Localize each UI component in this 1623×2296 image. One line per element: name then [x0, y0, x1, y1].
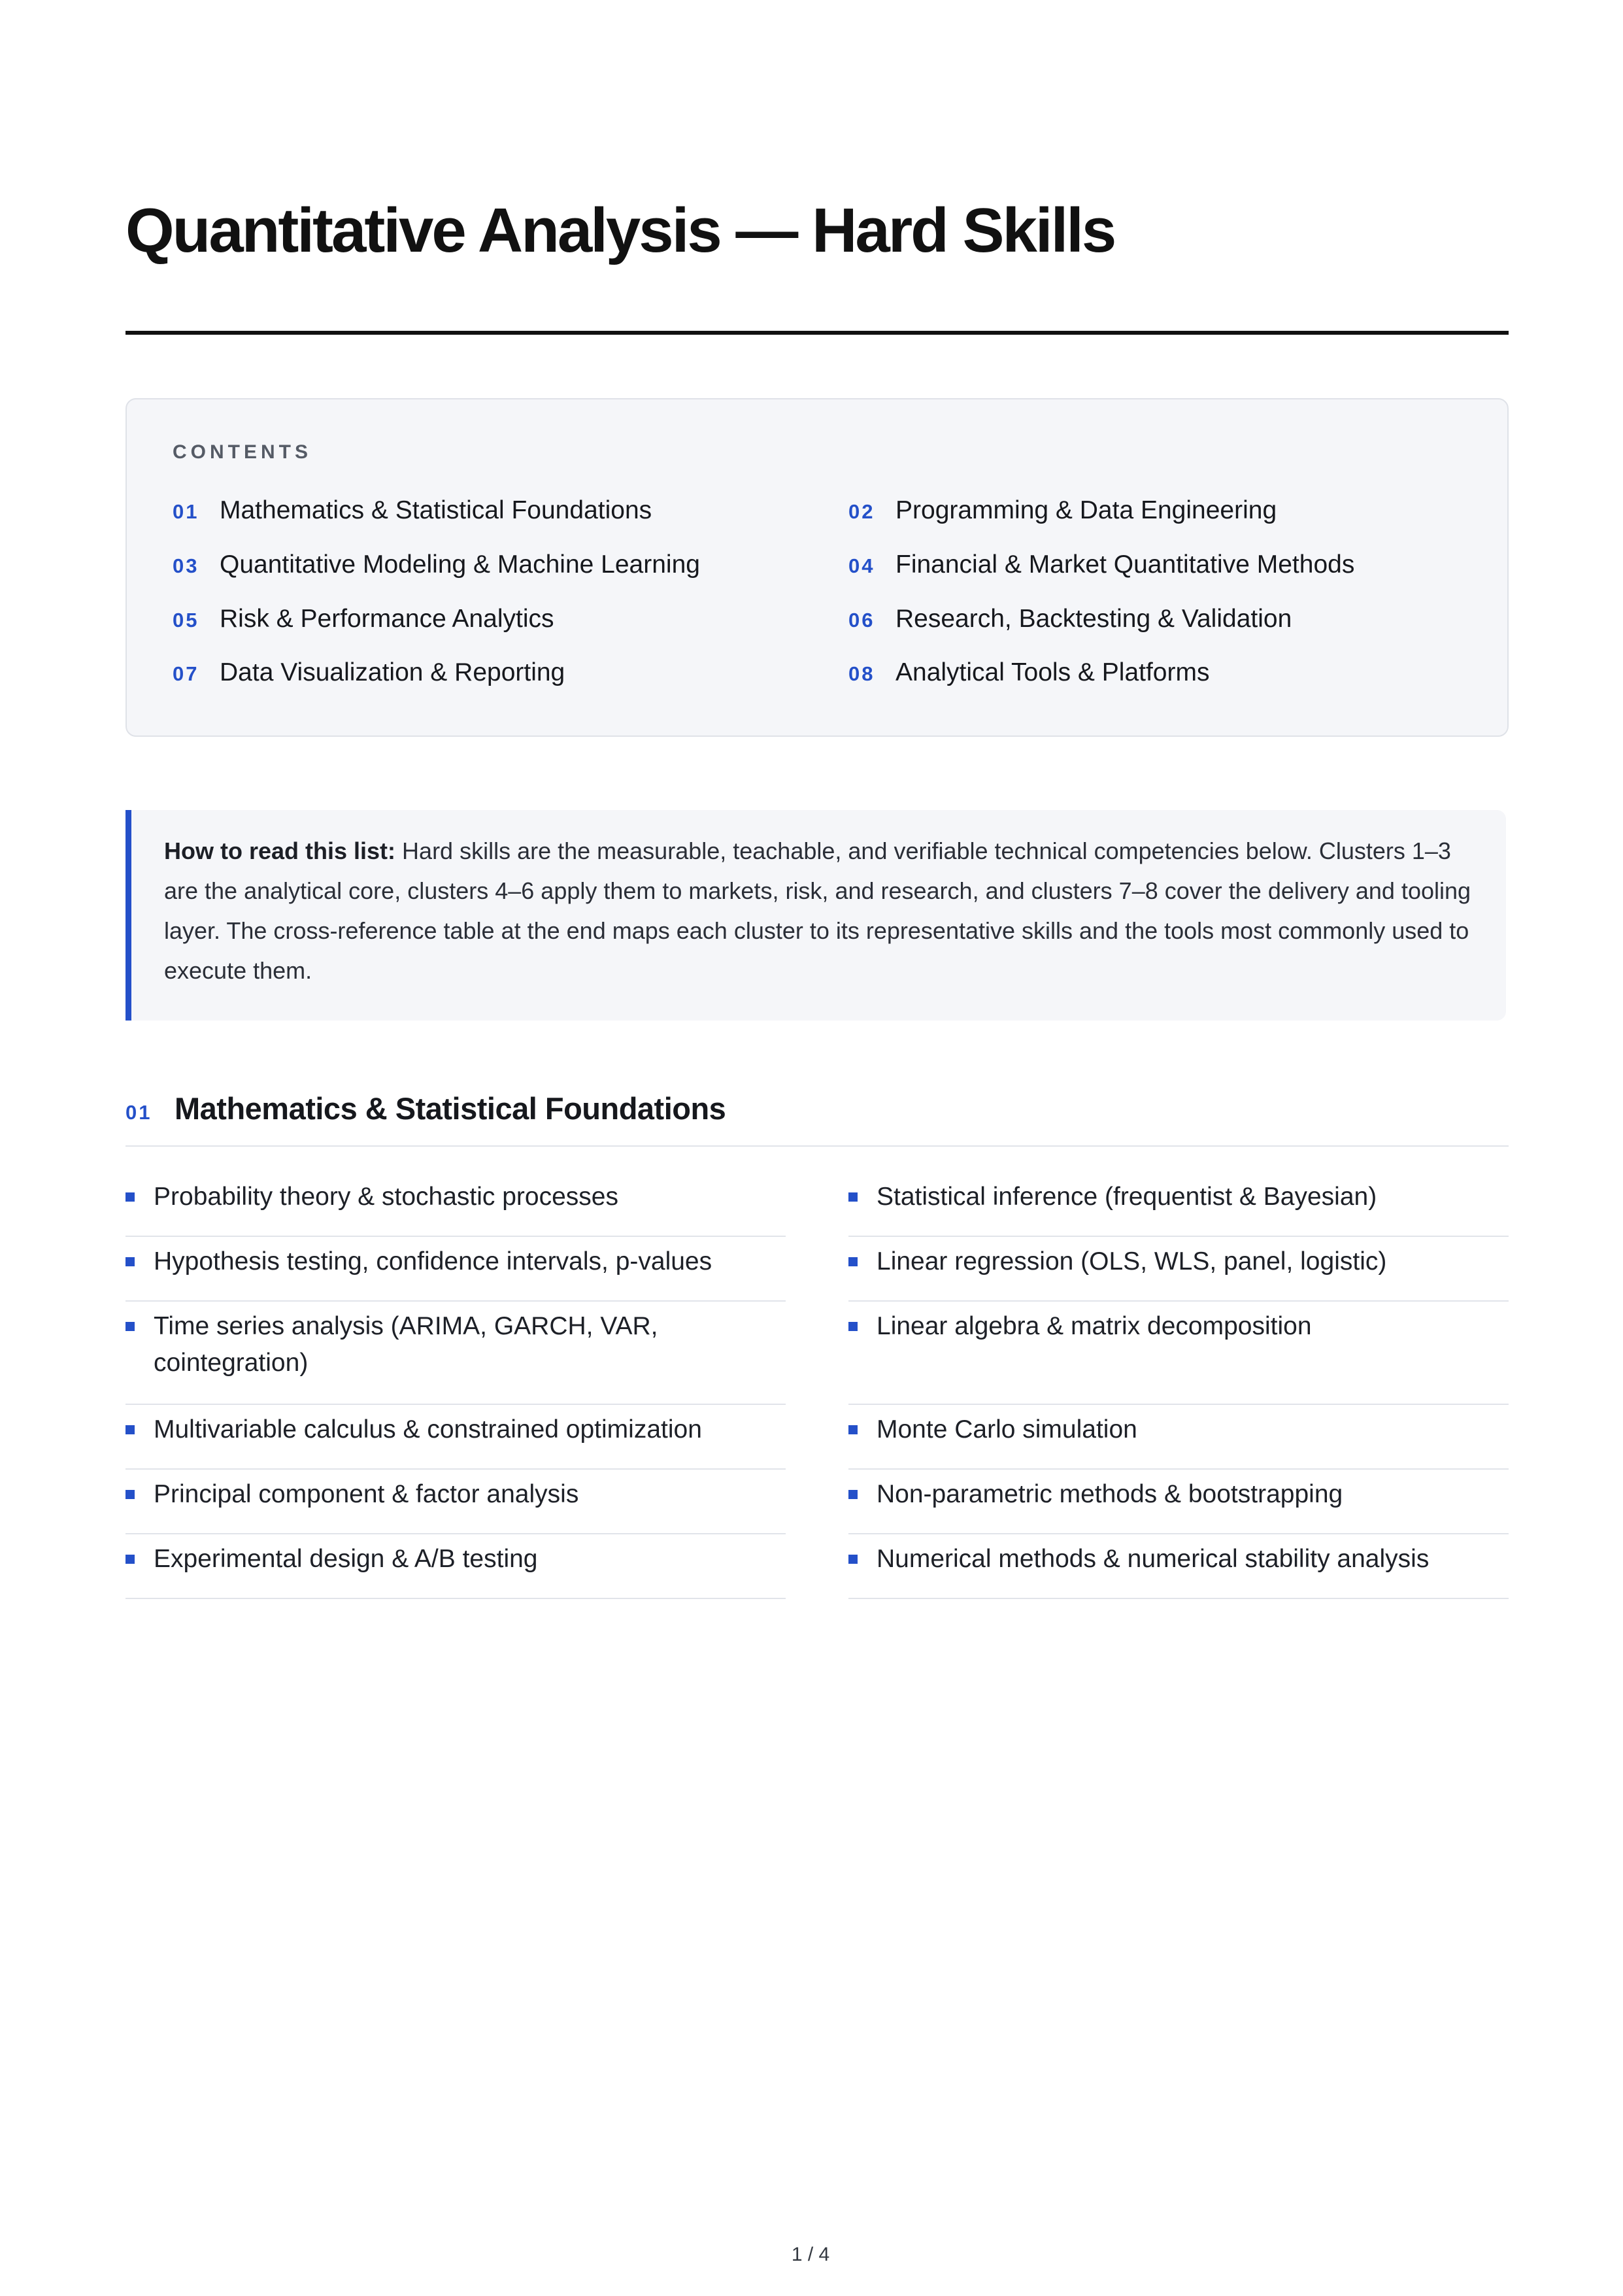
skill-label: Hypothesis testing, confidence intervals, p-values — [154, 1247, 712, 1275]
title-divider — [125, 331, 1509, 335]
page-number: 1 / 4 — [791, 2244, 830, 2265]
bullet-square-icon — [125, 1425, 135, 1434]
toc-item-number: 03 — [173, 554, 199, 577]
skill-label: Statistical inference (frequentist & Bayesian) — [877, 1183, 1377, 1211]
toc-item-label: Research, Backtesting & Validation — [895, 605, 1292, 633]
reading-guide-callout — [125, 810, 1506, 1021]
table-of-contents — [125, 398, 1509, 737]
toc-item-label: Data Visualization & Reporting — [220, 658, 565, 686]
bullet-square-icon — [848, 1322, 858, 1331]
skill-item — [125, 1470, 786, 1534]
bullet-square-icon — [848, 1192, 858, 1202]
toc-item-label: Financial & Market Quantitative Methods — [895, 550, 1355, 579]
skill-item — [125, 1534, 786, 1599]
skill-label: Numerical methods & numerical stability analysis — [877, 1545, 1430, 1573]
skill-label: Linear regression (OLS, WLS, panel, logistic) — [877, 1247, 1387, 1275]
toc-item-06[interactable] — [848, 605, 1292, 633]
skill-item — [125, 1172, 786, 1237]
skill-item — [125, 1405, 786, 1470]
bullet-square-icon — [848, 1257, 858, 1266]
toc-item-label: Risk & Performance Analytics — [220, 605, 554, 633]
toc-item-number: 01 — [173, 500, 199, 523]
skill-label: Linear algebra & matrix decomposition — [877, 1312, 1312, 1340]
bullet-square-icon — [125, 1555, 135, 1564]
toc-item-01[interactable] — [173, 496, 652, 525]
skill-label: Time series analysis (ARIMA, GARCH, VAR, cointegration) — [154, 1312, 658, 1377]
skill-item — [848, 1302, 1509, 1405]
toc-item-number: 08 — [848, 662, 875, 685]
skill-item — [125, 1302, 786, 1405]
skill-label: Probability theory & stochastic processes — [154, 1183, 618, 1211]
skill-item — [848, 1237, 1509, 1302]
section-number: 01 — [125, 1101, 152, 1124]
toc-item-number: 07 — [173, 662, 199, 685]
skill-label: Monte Carlo simulation — [877, 1415, 1137, 1443]
bullet-square-icon — [848, 1490, 858, 1499]
toc-item-05[interactable] — [173, 605, 554, 633]
section-divider — [125, 1145, 1509, 1147]
toc-item-label: Analytical Tools & Platforms — [895, 658, 1210, 686]
bullet-square-icon — [848, 1555, 858, 1564]
bullet-square-icon — [125, 1257, 135, 1266]
skill-item — [125, 1237, 786, 1302]
document-title: Quantitative Analysis — Hard Skills — [125, 195, 1115, 265]
skill-label: Multivariable calculus & constrained optimization — [154, 1415, 702, 1443]
skill-label: Principal component & factor analysis — [154, 1480, 579, 1508]
toc-item-03[interactable] — [173, 550, 700, 579]
toc-item-number: 04 — [848, 554, 875, 577]
contents-label: CONTENTS — [173, 441, 312, 463]
toc-item-number: 05 — [173, 609, 199, 632]
bullet-square-icon — [125, 1192, 135, 1202]
callout-lead: How to read this list: — [164, 837, 396, 864]
skill-item — [848, 1172, 1509, 1237]
skill-item — [848, 1405, 1509, 1470]
skill-label: Experimental design & A/B testing — [154, 1545, 538, 1573]
toc-item-label: Programming & Data Engineering — [895, 496, 1277, 524]
section-title: Mathematics & Statistical Foundations — [175, 1091, 726, 1126]
toc-item-04[interactable] — [848, 550, 1354, 579]
bullet-square-icon — [848, 1425, 858, 1434]
section-heading — [125, 1090, 726, 1126]
bullet-square-icon — [125, 1490, 135, 1499]
toc-item-number: 02 — [848, 500, 875, 523]
callout-body: Hard skills are the measurable, teachable, and verifiable technical competencies below. Clusters 1–3 are the analytical core, clusters 4–6 apply them to markets, risk, and research, and clusters 7–8 cover the delivery and tooling layer. The cross-reference table at the end maps each cluster to its representative skills and the tools most commonly used to execute them. — [164, 837, 1471, 984]
toc-item-number: 06 — [848, 609, 875, 632]
toc-item-label: Mathematics & Statistical Foundations — [220, 496, 652, 524]
toc-item-08[interactable] — [848, 658, 1209, 687]
toc-item-label: Quantitative Modeling & Machine Learning — [220, 550, 700, 579]
bullet-square-icon — [125, 1322, 135, 1331]
skill-item — [848, 1534, 1509, 1599]
callout-text — [164, 831, 1471, 990]
toc-item-07[interactable] — [173, 658, 565, 687]
skill-item — [848, 1470, 1509, 1534]
callout-accent-bar — [125, 810, 131, 1021]
skill-label: Non-parametric methods & bootstrapping — [877, 1480, 1343, 1508]
toc-item-02[interactable] — [848, 496, 1277, 525]
